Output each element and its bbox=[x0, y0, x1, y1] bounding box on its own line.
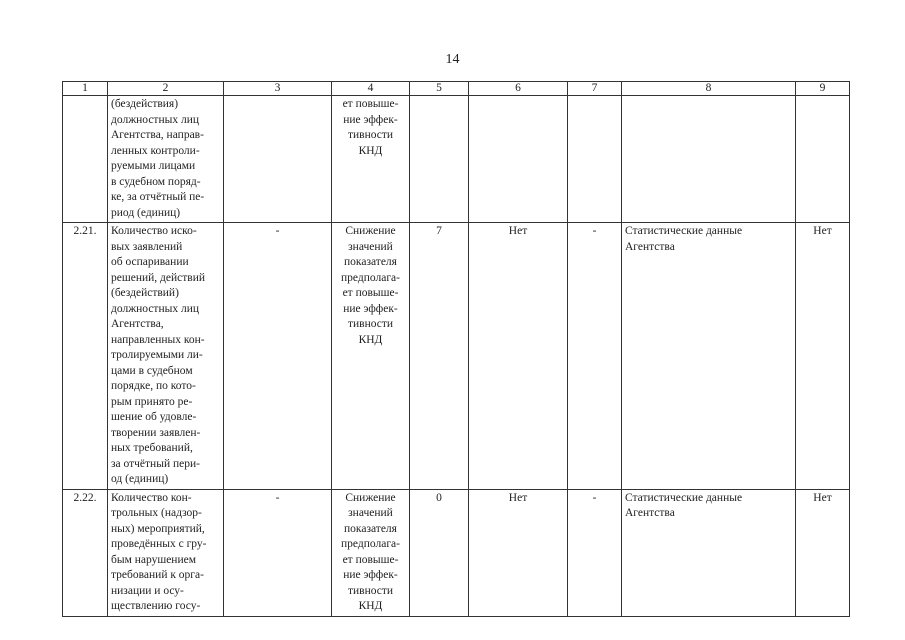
cell-col-3: - bbox=[224, 223, 332, 490]
cell-col-3: - bbox=[224, 489, 332, 616]
table-row-2-22 bbox=[63, 489, 850, 616]
page-number: 14 bbox=[445, 52, 460, 67]
header-col-3: 3 bbox=[224, 82, 332, 96]
cell-col-9: Нет bbox=[796, 489, 850, 616]
cell-col-3 bbox=[224, 96, 332, 223]
row-number: 2.21. bbox=[63, 223, 108, 490]
cell-col-7: - bbox=[568, 489, 622, 616]
indicator-name: Количество иско- вых заявлений об оспаривании решений, действий (бездействий) должностных лиц Агентства, направленных кон- тролируемыми ли- цами в судебном порядке, по кото- рым принято ре- шение об удовле- творении заявлен- ных требований, за отчётный пери- од (единиц) bbox=[108, 223, 224, 490]
row-number bbox=[63, 96, 108, 223]
row-number: 2.22. bbox=[63, 489, 108, 616]
cell-col-8: Статистические данные Агентства bbox=[622, 489, 796, 616]
cell-col-6: Нет bbox=[469, 223, 568, 490]
table-row-2-21 bbox=[63, 223, 850, 490]
cell-col-4: Снижение значений показателя предполага- ет повыше- ние эффек- тивности КНД bbox=[332, 223, 410, 490]
cell-col-5: 0 bbox=[410, 489, 469, 616]
indicator-name: (бездействия) должностных лиц Агентства, направ- ленных контроли- руемыми лицами в судебном поряд- ке, за отчётный пе- риод (единиц) bbox=[108, 96, 224, 223]
table-row-continued bbox=[63, 96, 850, 223]
header-col-5: 5 bbox=[410, 82, 469, 96]
cell-col-4: ет повыше- ние эффек- тивности КНД bbox=[332, 96, 410, 223]
header-col-4: 4 bbox=[332, 82, 410, 96]
header-col-1: 1 bbox=[63, 82, 108, 96]
header-row bbox=[63, 82, 850, 96]
cell-col-8: Статистические данные Агентства bbox=[622, 223, 796, 490]
header-col-2: 2 bbox=[108, 82, 224, 96]
cell-col-6: Нет bbox=[469, 489, 568, 616]
header-col-7: 7 bbox=[568, 82, 622, 96]
cell-col-9: Нет bbox=[796, 223, 850, 490]
cell-col-4: Снижение значений показателя предполага- ет повыше- ние эффек- тивности КНД bbox=[332, 489, 410, 616]
cell-col-6 bbox=[469, 96, 568, 223]
cell-col-5: 7 bbox=[410, 223, 469, 490]
cell-col-8 bbox=[622, 96, 796, 223]
header-col-9: 9 bbox=[796, 82, 850, 96]
cell-col-5 bbox=[410, 96, 469, 223]
cell-col-9 bbox=[796, 96, 850, 223]
indicator-name: Количество кон- трольных (надзор- ных) мероприятий, проведённых с гру- бым нарушением требований к орга- низации и осу- ществлению госу- bbox=[108, 489, 224, 616]
header-col-8: 8 bbox=[622, 82, 796, 96]
cell-col-7: - bbox=[568, 223, 622, 490]
header-col-6: 6 bbox=[469, 82, 568, 96]
indicators-table bbox=[62, 81, 850, 617]
cell-col-7 bbox=[568, 96, 622, 223]
